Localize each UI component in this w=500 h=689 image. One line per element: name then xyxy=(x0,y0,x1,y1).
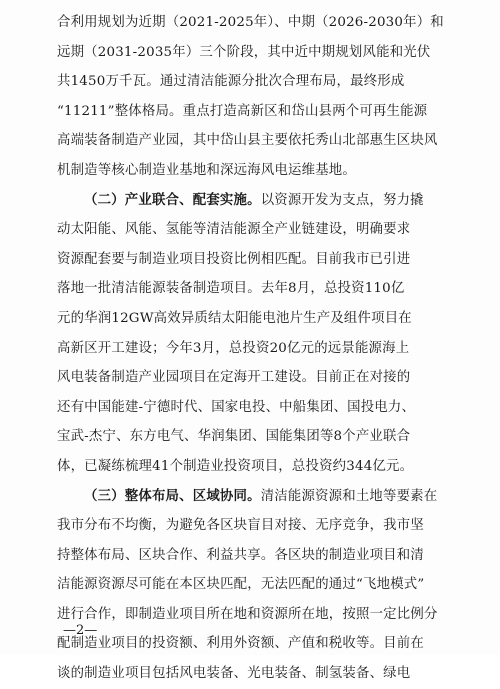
section-heading-line xyxy=(57,186,469,216)
text-line: 体，已凝练梳理41个制造业投资项目，总投资约344亿元。 xyxy=(57,458,414,474)
text-line: 机制造等核心制造业基地和深远海风电运维基地。 xyxy=(57,162,356,178)
section-heading-line xyxy=(57,482,469,512)
body-text xyxy=(57,8,469,689)
text-line: 风电装备制造产业园项目在定海开工建设。目前正在对接的 xyxy=(57,370,411,386)
text-line: 我市分布不均衡，为避免各区块盲目对接、无序竞争，我市坚 xyxy=(57,518,424,534)
text-line: 元的华润12GW高效异质结太阳能电池片生产及组件项目在 xyxy=(57,310,412,326)
text-line: 落地一批清洁能源装备制造项目。去年8月，总投资110亿 xyxy=(57,281,405,297)
text-line: 配制造业项目的投资额、利用外资额、产值和税收等。目前在 xyxy=(57,636,424,652)
text-line: 高新区开工建设；今年3月，总投资20亿元的远景能源海上 xyxy=(57,340,410,356)
text-segment: 清洁能源资源和土地等要素在 xyxy=(260,488,438,504)
text-line: 谈的制造业项目包括风电装备、光电装备、制氢装备、绿电 xyxy=(57,666,411,682)
text-line: 宝武-杰宁、东方电气、华润集团、国能集团等8个产业联合 xyxy=(57,429,411,445)
text-line: 远期（2031-2035年）三个阶段，其中近中期规划风能和光伏 xyxy=(57,44,431,60)
text-line: 高端装备制造产业园，其中岱山县主要依托秀山北部惠生区块风 xyxy=(57,133,438,149)
section-heading: （三）整体布局、区域协同。 xyxy=(84,488,261,504)
text-line: 共1450万千瓦。通过清洁能源分批次合理布局，最终形成 xyxy=(57,74,405,90)
text-segment: 以资源开发为支点，努力撬 xyxy=(260,192,424,208)
text-line: “11211”整体格局。重点打造高新区和岱山县两个可再生能源 xyxy=(57,103,428,119)
text-line: 动太阳能、风能、氢能等清洁能源全产业链建设，明确要求 xyxy=(57,222,411,238)
text-line: 洁能源资源尽可能在本区块匹配，无法匹配的通过“飞地模式” xyxy=(57,577,425,593)
section-heading: （二）产业联合、配套实施。 xyxy=(84,192,261,208)
text-line: 进行合作，即制造业项目所在地和资源所在地，按照一定比例分 xyxy=(57,606,438,622)
page-number: —2— xyxy=(63,623,98,638)
text-line: 还有中国能建-宁德时代、国家电投、中船集团、国投电力、 xyxy=(57,399,416,415)
text-line: 资源配套要与制造业项目投资比例相匹配。目前我市已引进 xyxy=(57,251,411,267)
text-line: 合利用规划为近期（2021-2025年）、中期（2026-2030年）和 xyxy=(57,15,444,30)
text-line: 持整体布局、区块合作、利益共享。各区块的制造业项目和清 xyxy=(57,547,424,563)
